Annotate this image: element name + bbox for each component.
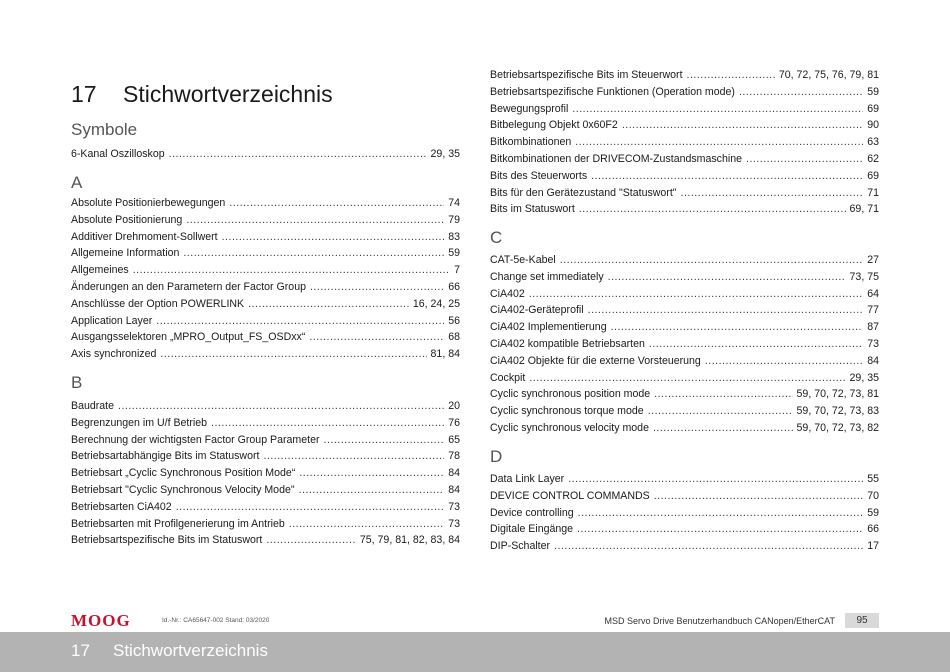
index-term: Betriebsartspezifische Bits im Statuswort [71,534,263,547]
index-entry[interactable] [490,117,879,134]
index-entry[interactable] [490,134,879,151]
index-entry[interactable] [71,245,460,262]
dot-leader [554,538,863,555]
index-entry[interactable] [490,185,879,202]
index-term: Cockpit [490,371,526,384]
index-pages[interactable]: 17 [867,540,879,553]
index-term: Additiver Drehmoment-Sollwert [71,230,218,243]
dot-leader [186,212,444,229]
index-entry[interactable] [71,432,460,449]
index-term: Data Link Layer [490,473,565,485]
dot-leader [289,516,444,533]
index-entry[interactable] [490,319,879,336]
index-entry[interactable] [490,201,879,218]
dot-leader [248,296,409,313]
dot-leader [572,101,863,118]
index-entry[interactable] [71,482,460,499]
dot-leader [263,448,444,465]
dot-leader [299,482,445,499]
index-entry[interactable] [490,269,879,286]
index-entry[interactable] [71,296,460,313]
index-term: Absolute Positionierung [71,213,183,226]
index-pages[interactable]: 27 [867,254,879,266]
index-pages[interactable]: 74 [448,197,460,209]
section-heading: D [490,447,503,466]
index-term: DEVICE CONTROL COMMANDS [490,489,650,502]
index-term: CiA402-Geräteprofil [490,304,584,317]
dot-leader [309,329,444,346]
index-entry[interactable] [490,84,879,101]
index-pages[interactable]: 83 [448,230,460,243]
index-pages[interactable]: 59 [867,85,879,98]
index-entry[interactable] [71,398,460,415]
index-term: Bits im Statuswort [490,203,575,216]
chapter-title-text: Stichwortverzeichnis [123,81,333,108]
index-pages[interactable]: 84 [867,354,879,367]
dot-leader [266,532,356,549]
index-entry[interactable] [71,146,460,163]
index-term: Axis synchronized [71,348,157,361]
dot-leader [560,252,863,269]
index-entry[interactable] [71,516,460,533]
index-pages[interactable]: 56 [448,314,460,327]
page-number: 95 [845,613,879,628]
index-entry[interactable] [71,532,460,549]
footer-chapter-number: 17 [71,641,90,660]
index-entry[interactable] [490,151,879,168]
index-term: CiA402 Objekte für die externe Vorsteuerung [490,354,701,367]
dot-leader [653,420,793,437]
dot-leader [176,499,445,516]
dot-leader [608,269,846,286]
index-pages[interactable]: 59 [448,247,460,260]
dot-leader [746,151,863,168]
index-entry[interactable] [71,313,460,330]
index-term: Cyclic synchronous velocity mode [490,422,649,434]
index-pages[interactable]: 7 [454,264,460,277]
dot-leader [118,398,444,415]
index-term: Ausgangsselektoren „MPRO_Output_FS_OSDxx“ [71,331,306,344]
index-entry[interactable] [71,448,460,465]
index-entry[interactable] [490,488,879,505]
index-pages[interactable]: 84 [448,467,460,480]
index-term: Application Layer [71,314,153,327]
dot-leader [588,302,864,319]
index-entry[interactable] [490,538,879,555]
index-entry[interactable] [490,370,879,387]
index-entry[interactable] [71,279,460,296]
index-entry[interactable] [71,415,460,432]
index-pages[interactable]: 16, 24, 25 [412,297,460,310]
index-pages[interactable]: 90 [867,119,879,132]
index-pages[interactable]: 87 [867,321,879,334]
index-pages[interactable]: 73, 75 [849,270,879,283]
index-entry[interactable] [490,420,879,437]
index-term: Betriebsarten CiA402 [71,500,172,513]
index-term: Betriebsartspezifische Funktionen (Operation mode) [490,85,735,98]
index-pages[interactable]: 63 [867,136,879,149]
index-term: Bitkombinationen [490,136,572,149]
dot-leader [169,146,427,163]
dot-leader [579,201,846,218]
index-entry[interactable] [71,212,460,229]
index-entry[interactable] [71,229,460,246]
index-entry[interactable] [490,168,879,185]
index-pages[interactable]: 64 [867,287,879,300]
index-term: Absolute Positionierbewegungen [71,197,226,209]
chapter-footer-bar [0,632,950,672]
index-term: Allgemeines [71,264,129,277]
index-term: CiA402 Implementierung [490,321,607,334]
index-entry[interactable] [71,329,460,346]
index-pages[interactable]: 71 [867,186,879,199]
index-term: Cyclic synchronous position mode [490,388,651,401]
index-entry[interactable] [490,286,879,303]
index-term: Allgemeine Information [71,247,180,260]
dot-leader [591,168,863,185]
footer-chapter-title: Stichwortverzeichnis [113,641,268,660]
index-pages[interactable]: 69 [867,169,879,182]
index-pages[interactable]: 59, 70, 72, 73, 82 [796,422,879,434]
index-term: Betriebsarten mit Profilgenerierung im Antrieb [71,517,285,530]
index-pages[interactable]: 70 [867,489,879,502]
index-entry[interactable] [490,101,879,118]
index-term: Digitale Eingänge [490,523,574,536]
index-pages[interactable]: 73 [448,500,460,513]
index-pages[interactable]: 76 [448,416,460,429]
index-term: Betriebsartspezifische Bits im Steuerwort [490,69,683,81]
index-entry[interactable] [71,195,460,212]
dot-leader [622,117,863,134]
section-heading: B [71,373,83,392]
index-pages[interactable]: 65 [448,433,460,446]
dot-leader [529,370,845,387]
index-pages[interactable]: 73 [448,517,460,530]
index-term: Baudrate [71,400,114,412]
footer-chapter-label [71,641,268,661]
section-heading: Symbole [71,120,138,139]
index-term: Bewegungsprofil [490,102,569,115]
dot-leader [299,465,444,482]
section-heading: A [71,173,83,192]
index-term: 6-Kanal Oszilloskop [71,148,165,160]
index-pages[interactable]: 55 [867,473,879,485]
dot-leader [156,313,444,330]
index-term: Bits für den Gerätezustand "Statuswort" [490,186,677,199]
index-term: CiA402 kompatible Betriebsarten [490,338,645,350]
dot-leader [324,432,445,449]
section-heading: C [490,228,503,247]
index-term: Betriebsart „Cyclic Synchronous Position Mode“ [71,467,296,480]
index-entry[interactable] [490,471,879,488]
dot-leader [310,279,444,296]
moog-logo: MOOG [71,611,131,630]
index-pages[interactable]: 79 [448,213,460,226]
dot-leader [133,262,450,279]
index-pages[interactable]: 29, 35 [430,148,460,160]
dot-leader [611,319,864,336]
index-entry[interactable] [71,262,460,279]
index-pages[interactable]: 59 [867,506,879,519]
dot-leader [222,229,445,246]
index-term: CAT-5e-Kabel [490,254,556,266]
index-term: CiA402 [490,287,525,300]
index-term: Berechnung der wichtigsten Factor Group Parameter [71,433,320,446]
index-term: Change set immediately [490,270,604,283]
dot-leader [578,505,864,522]
index-pages[interactable]: 62 [867,153,879,165]
index-term: Betriebsart "Cyclic Synchronous Velocity Mode" [71,484,295,496]
index-term: Begrenzungen im U/f Betrieb [71,416,208,429]
dot-leader [681,185,864,202]
index-entry[interactable] [490,67,879,84]
dot-leader [648,403,793,420]
index-pages[interactable]: 59, 70, 72, 73, 81 [796,388,879,401]
index-entry[interactable] [490,353,879,370]
index-entry[interactable] [71,465,460,482]
index-entry[interactable] [490,505,879,522]
dot-leader [183,245,444,262]
dot-leader [160,346,426,363]
index-term: Device controlling [490,506,574,519]
manual-title: MSD Servo Drive Benutzerhandbuch CANopen/EtherCAT [604,616,835,626]
index-term: Bitbelegung Objekt 0x60F2 [490,119,618,132]
index-pages[interactable]: 69, 71 [849,203,879,216]
index-term: Betriebsartabhängige Bits im Statuswort [71,450,260,463]
dot-leader [229,195,444,212]
index-term: DIP-Schalter [490,540,551,553]
index-pages[interactable]: 84 [448,484,460,496]
index-pages[interactable]: 78 [448,450,460,463]
dot-leader [654,488,864,505]
dot-leader [654,386,792,403]
dot-leader [568,471,863,488]
index-pages[interactable]: 68 [448,331,460,344]
index-pages[interactable]: 69 [867,102,879,115]
index-entry[interactable] [490,403,879,420]
index-pages[interactable]: 66 [867,523,879,536]
index-entry[interactable] [490,521,879,538]
index-pages[interactable]: 59, 70, 72, 73, 83 [796,405,879,418]
index-term: Änderungen an den Parametern der Factor Group [71,281,306,293]
dot-leader [529,286,863,303]
dot-leader [577,521,863,538]
index-entry[interactable] [490,252,879,269]
dot-leader [575,134,863,151]
dot-leader [705,353,863,370]
index-pages[interactable]: 73 [867,338,879,350]
index-entry[interactable] [490,386,879,403]
document-id: Id.-Nr.: CA65647-002 Stand: 03/2020 [162,617,270,624]
index-term: Cyclic synchronous torque mode [490,405,644,418]
index-pages[interactable]: 81, 84 [430,348,460,361]
index-pages[interactable]: 77 [867,304,879,317]
chapter-title [71,81,333,108]
chapter-number: 17 [71,81,97,108]
index-entry[interactable] [71,346,460,363]
index-pages[interactable]: 29, 35 [849,371,879,384]
index-entry[interactable] [490,336,879,353]
index-pages[interactable]: 66 [448,281,460,293]
index-pages[interactable]: 75, 79, 81, 82, 83, 84 [359,534,460,547]
index-pages[interactable]: 20 [448,400,460,412]
index-entry[interactable] [490,302,879,319]
dot-leader [211,415,444,432]
index-term: Bits des Steuerworts [490,169,588,182]
dot-leader [739,84,863,101]
dot-leader [649,336,863,353]
index-pages[interactable]: 70, 72, 75, 76, 79, 81 [778,69,879,81]
index-term: Anschlüsse der Option POWERLINK [71,297,245,310]
index-term: Bitkombinationen der DRIVECOM-Zustandsmaschine [490,153,742,165]
dot-leader [687,67,775,84]
index-entry[interactable] [71,499,460,516]
